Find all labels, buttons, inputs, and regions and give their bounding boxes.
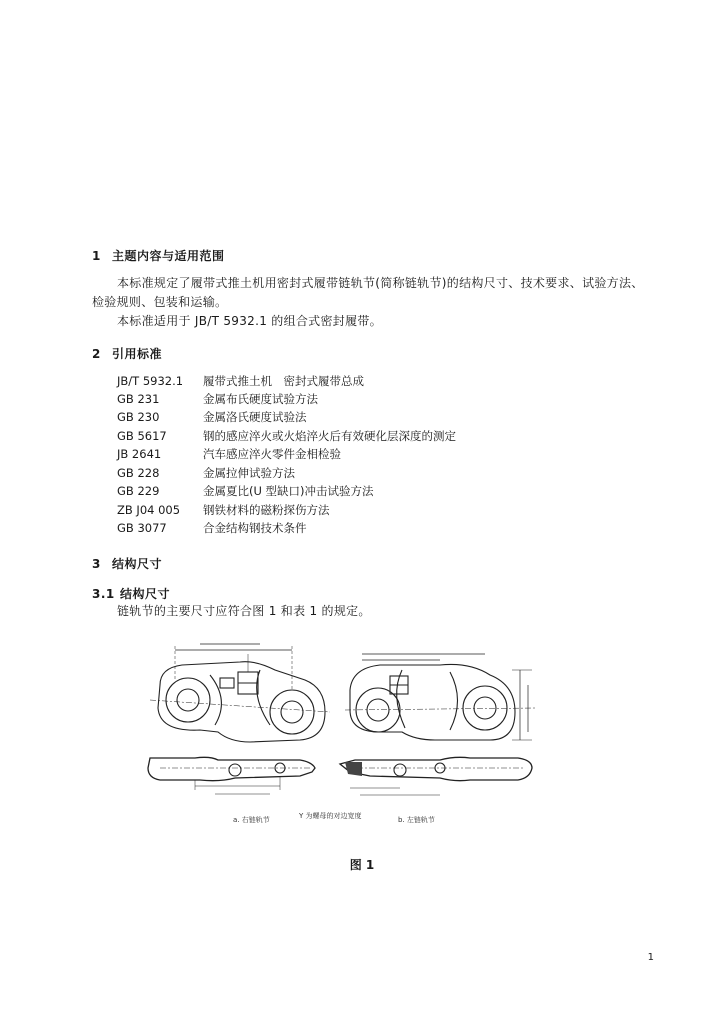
paragraph-scope-line1: 本标准规定了履带式推土机用密封式履带链轨节(简称链轨节)的结构尺寸、技术要求、试验方法、	[117, 276, 644, 290]
left-link-top-view	[345, 654, 535, 740]
reference-item: GB 229 金属夏比(U 型缺口)冲击试验方法	[117, 484, 374, 498]
figure-caption: 图 1	[349, 858, 375, 872]
reference-item: JB/T 5932.1 履带式推土机 密封式履带总成	[117, 374, 364, 388]
section-2-heading: 2 引用标准	[92, 347, 163, 361]
paragraph-scope-line2: 检验规则、包装和运输。	[92, 295, 228, 309]
reference-item: ZB J04 005 钢铁材料的磁粉探伤方法	[117, 503, 330, 517]
paragraph-applicability: 本标准适用于 JB/T 5932.1 的组合式密封履带。	[117, 314, 382, 328]
reference-item: GB 5617 钢的感应淬火或火焰淬火后有效硬化层深度的测定	[117, 429, 456, 443]
right-link-side-view	[148, 757, 315, 794]
reference-item: GB 230 金属洛氏硬度试验法	[117, 410, 307, 424]
page-number: 1	[647, 952, 654, 963]
section-3-1-heading: 3.1 结构尺寸	[92, 587, 171, 601]
section-3-heading: 3 结构尺寸	[92, 557, 163, 571]
subcaption-nut-note: Y 为螺母的对边宽度	[299, 812, 362, 820]
left-link-side-view	[340, 757, 532, 795]
reference-item: GB 3077 合金结构钢技术条件	[117, 521, 307, 535]
subcaption-right-link: a. 右链轨节	[233, 816, 270, 824]
paragraph-dimensions: 链轨节的主要尺寸应符合图 1 和表 1 的规定。	[117, 604, 371, 618]
reference-item: JB 2641 汽车感应淬火零件金相检验	[117, 447, 341, 461]
reference-item: GB 228 金属拉伸试验方法	[117, 466, 295, 480]
section-1-heading: 1 主题内容与适用范围	[92, 249, 225, 263]
track-link-drawing	[140, 640, 540, 830]
reference-item: GB 231 金属布氏硬度试验方法	[117, 392, 318, 406]
subcaption-left-link: b. 左链轨节	[398, 816, 435, 824]
right-link-top-view	[150, 644, 330, 742]
